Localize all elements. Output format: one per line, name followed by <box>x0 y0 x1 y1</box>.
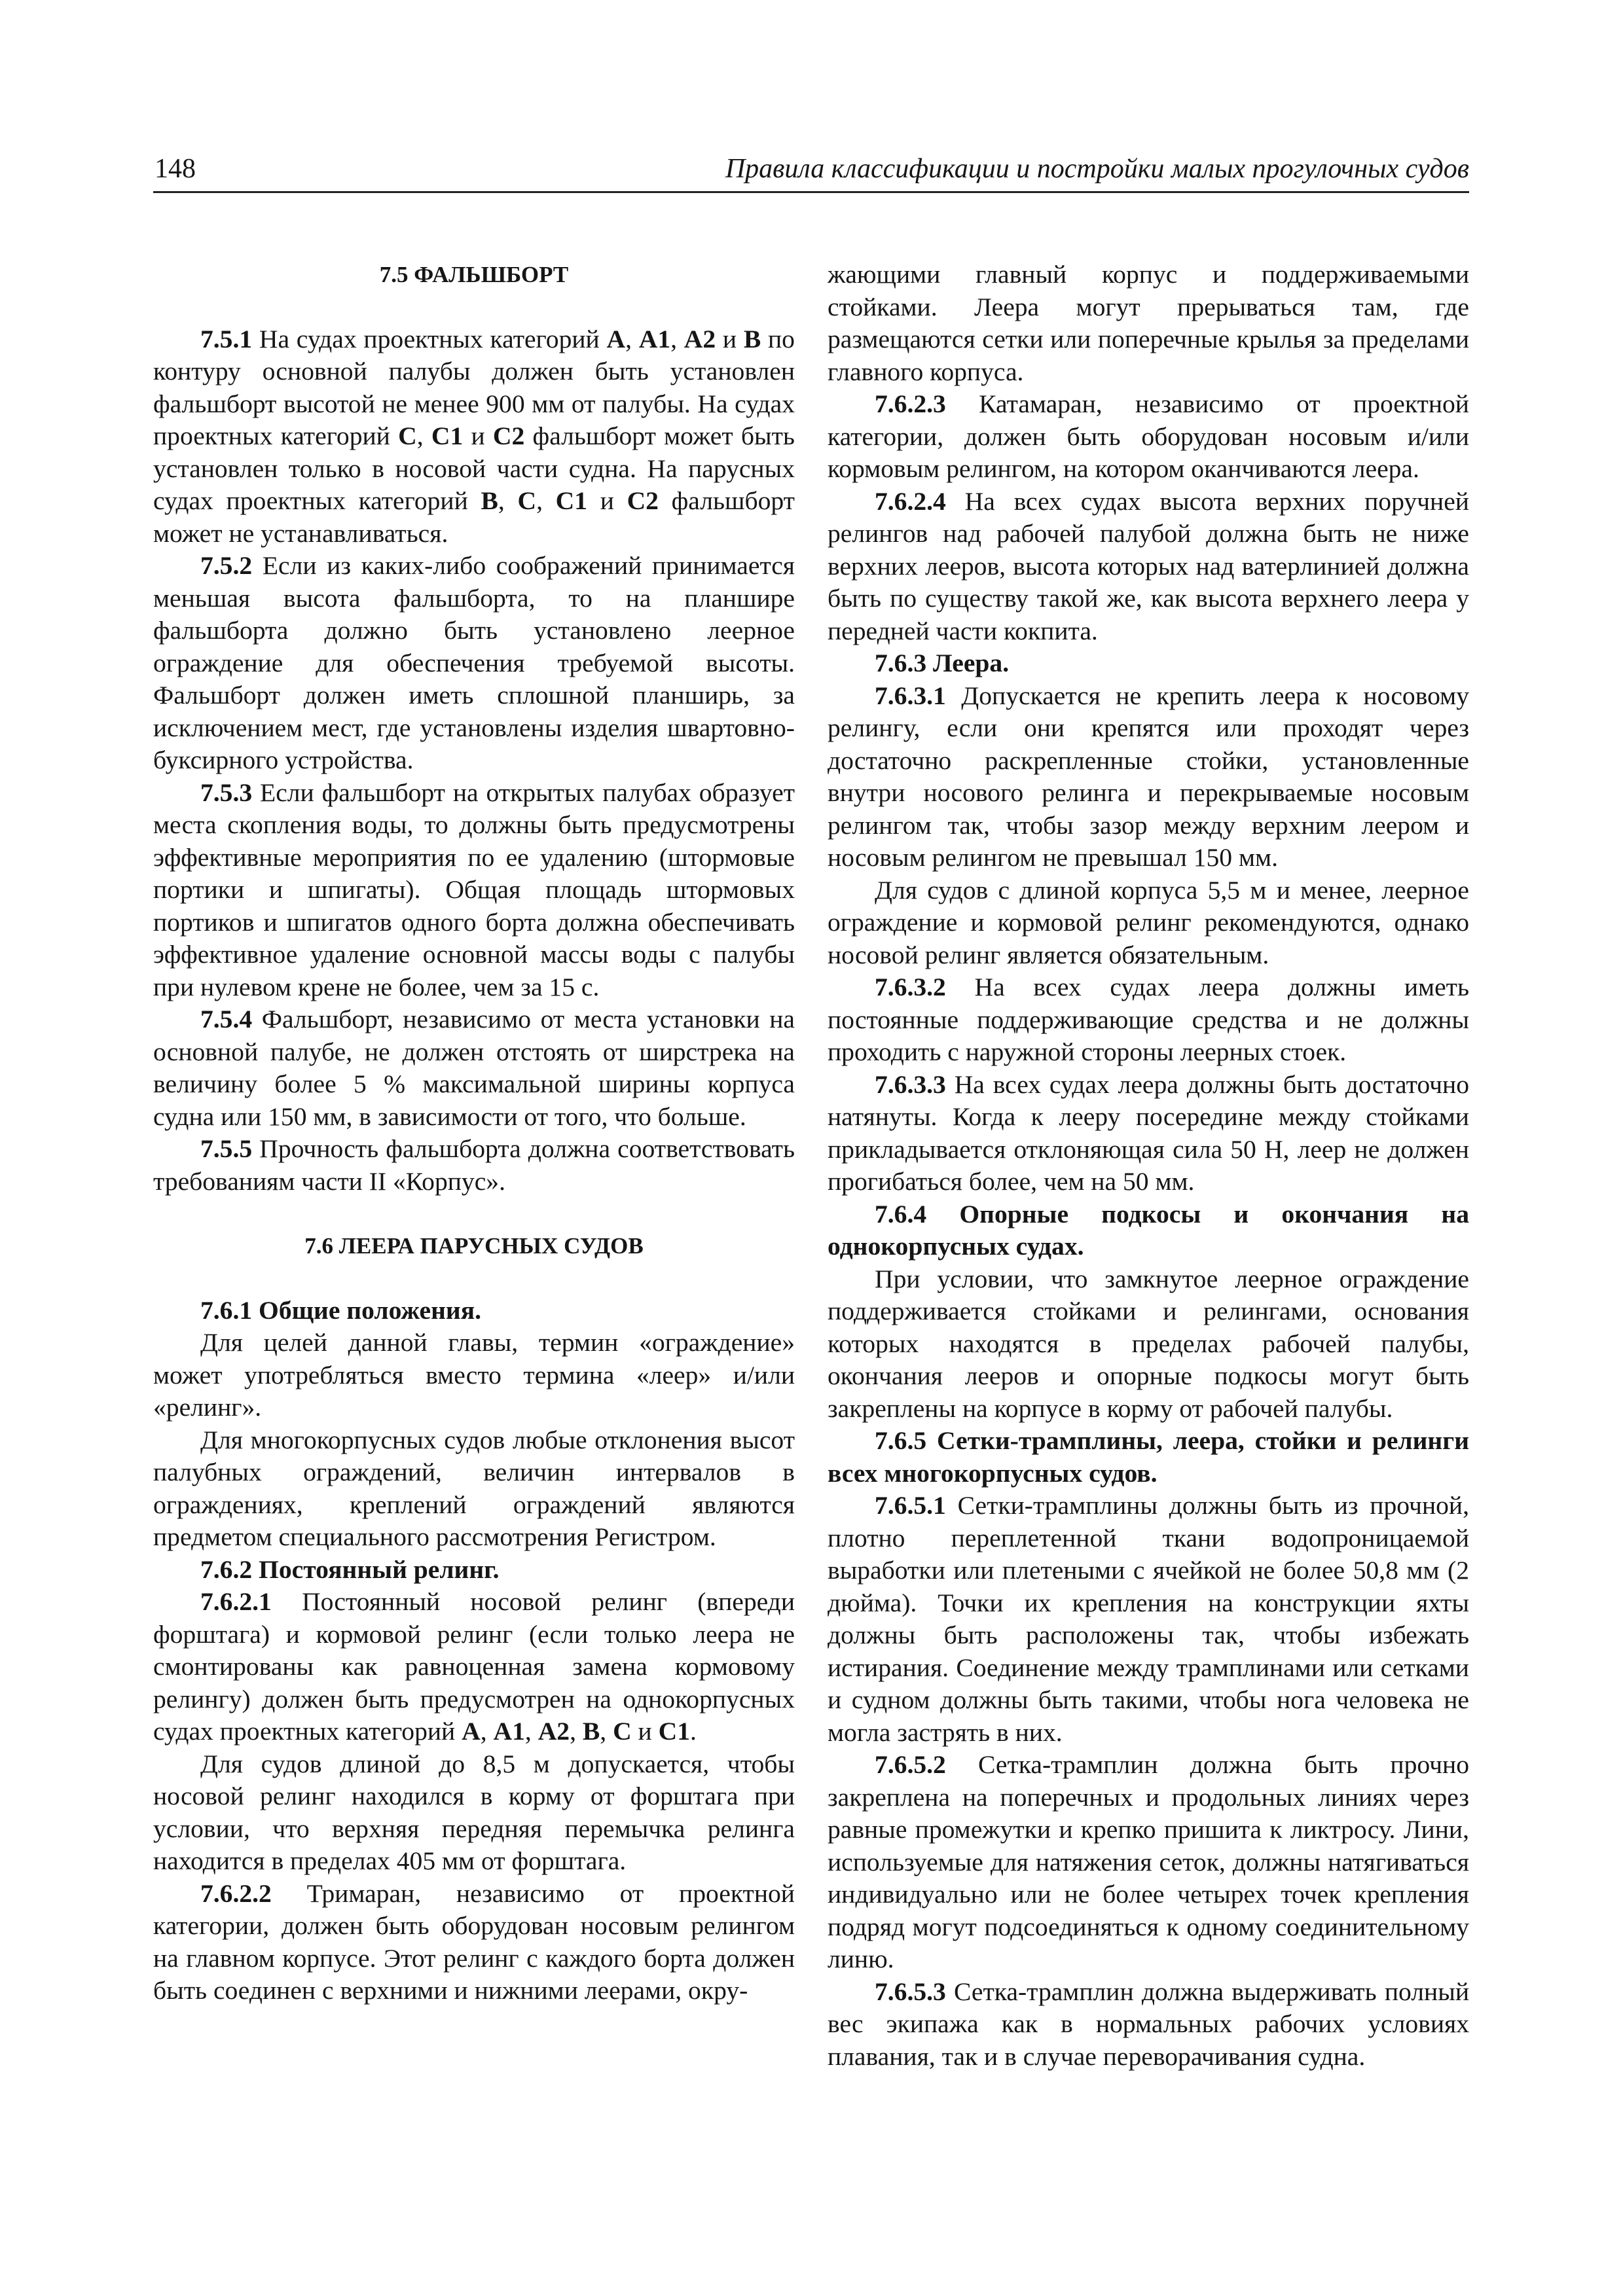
clause-number: 7.5.1 <box>200 324 253 353</box>
clause-number: 7.5.3 <box>200 778 253 807</box>
clause-number: 7.6.3.2 <box>875 973 946 1001</box>
paragraph-7-6-2-1: 7.6.2.1 Постоянный носовой релинг (впереди форштага) и кормовой релинг (если только леера не смонтированы как равноценная замена кормовому релингу) должен быть предусмотрен на однокорпусных судах проектных категорий A, A1, A2, B, C и C1. <box>153 1587 795 1746</box>
paragraph-7-6-2-1-b: Для судов длиной до 8,5 м допускается, чтобы носовой релинг находился в корму от форштага при условии, что верхняя передняя перемычка релинга находится в пределах 405 мм от форштага. <box>153 1749 795 1875</box>
clause-number: 7.6.2.2 <box>200 1878 272 1908</box>
paragraph-7-5-4: 7.5.4 Фальшборт, независимо от места установки на основной палубе, не должен отстоять от ширстрека на величину более 5 % максимальной ширины корпуса судна или 150 мм, в зависимости от того, что больше. <box>153 1005 795 1131</box>
subheading-7-6-5: 7.6.5 Сетки-трамплины, леера, стойки и релинги всех многокорпусных судов. <box>828 1426 1469 1488</box>
clause-number: 7.6.5.2 <box>875 1750 946 1779</box>
paragraph-7-6-3-2: 7.6.3.2 На всех судах леера должны иметь постоянные поддерживающие средства и не должны проходить с наружной стороны леерных стоек. <box>828 973 1469 1066</box>
clause-number: 7.5.5 <box>200 1134 253 1163</box>
paragraph-7-6-3-1-b: Для судов с длиной корпуса 5,5 м и менее, леерное ограждение и кормовой релинг рекомендуются, однако носовой релинг является обязательным. <box>828 875 1469 969</box>
page-header <box>153 151 1469 193</box>
paragraph-7-6-5-3: 7.6.5.3 Сетка-трамплин должна выдерживать полный вес экипажа как в нормальных рабочих условиях плавания, так и в случае переворачивания судна. <box>828 1977 1469 2071</box>
section-title-7-5: 7.5 ФАЛЬШБОРТ <box>379 262 569 287</box>
paragraph-7-6-5-2: 7.6.5.2 Сетка-трамплин должна быть прочно закреплена на поперечных и продольных линиях через равные промежутки и крепко пришита к ликтросу. Лини, используемые для натяжения сеток, должны натягиваться индивидуально или не более четырех точек крепления подряд могут подсоединяться к одному соединительному линю. <box>828 1750 1469 1973</box>
page-number: 148 <box>155 154 196 184</box>
paragraph-7-6-1-a: Для целей данной главы, термин «ограждение» может употребляться вместо термина «леер» и/или «релинг». <box>153 1328 795 1422</box>
clause-number: 7.6.2.1 <box>200 1587 272 1616</box>
subheading-7-6-2: 7.6.2 Постоянный релинг. <box>200 1554 500 1584</box>
paragraph-7-6-5-1: 7.6.5.1 Сетки-трамплины должны быть из прочной, плотно переплетенной ткани водопроницаемой выработки или плетеными с ячейкой не более 50,8 мм (2 дюйма). Точки их крепления на конструкции яхты должны быть расположены так, чтобы избежать истирания. Соединение между трамплинами или сетками и судном должны быть такими, чтобы нога человека не могла застрять в них. <box>828 1491 1469 1747</box>
paragraph-7-5-3: 7.5.3 Если фальшборт на открытых палубах образует места скопления воды, то должны быть предусмотрены эффективные мероприятия по ее удалению (штормовые портики и шпигаты). Общая площадь штормовых портиков и шпигатов одного борта должна обеспечивать эффективное удаление основной массы воды с палубы при нулевом крене не более, чем за 15 с. <box>153 778 795 1001</box>
running-title: Правила классификации и постройки малых прогулочных судов <box>725 154 1469 184</box>
paragraph-7-6-1-b: Для многокорпусных судов любые отклонения высот палубных ограждений, величин интервалов в ограждениях, креплений ограждений являются предметом специального рассмотрения Регистром. <box>153 1425 795 1551</box>
clause-number: 7.6.2.4 <box>875 486 946 516</box>
clause-number: 7.5.4 <box>200 1005 253 1033</box>
subheading-7-6-4: 7.6.4 Опорные подкосы и окончания на однокорпусных судах. <box>828 1199 1469 1261</box>
section-title-7-6: 7.6 ЛЕЕРА ПАРУСНЫХ СУДОВ <box>304 1233 644 1259</box>
clause-number: 7.6.2.3 <box>875 389 946 418</box>
paragraph-7-6-4: При условии, что замкнутое леерное ограждение поддерживается стойками и релингами, основания которых находятся в пределах рабочей палубы, окончания лееров и опорные подкосы могут быть закреплены на корпусе в корму от рабочей палубы. <box>828 1264 1469 1423</box>
paragraph-7-6-2-3: 7.6.2.3 Катамаран, независимо от проектной категории, должен быть оборудован носовым и/или кормовым релингом, на котором оканчиваются леера. <box>828 389 1469 483</box>
paragraph-7-5-5: 7.5.5 Прочность фальшборта должна соответствовать требованиям части II «Корпус». <box>153 1134 795 1196</box>
clause-number: 7.6.5.3 <box>875 1977 946 2006</box>
clause-number: 7.6.3.3 <box>875 1069 946 1099</box>
paragraph-7-6-3-3: 7.6.3.3 На всех судах леера должны быть достаточно натянуты. Когда к лееру посередине между стойками прикладывается отклоняющая сила 50 Н, леер не должен прогибаться более, чем на 50 мм. <box>828 1069 1469 1196</box>
paragraph-7-6-2-2-continued: жающими главный корпус и поддерживаемыми стойками. Леера могут прерываться там, где размещаются сетки или поперечные крылья за пределами главного корпуса. <box>828 260 1469 386</box>
clause-number: 7.6.5.1 <box>875 1491 946 1520</box>
paragraph-7-6-2-4: 7.6.2.4 На всех судах высота верхних поручней релингов над рабочей палубой должна быть не ниже верхних лееров, высота которых над ватерлинией должна быть по существу такой же, как высота верхнего леера у передней части кокпита. <box>828 486 1469 645</box>
clause-number: 7.6.3.1 <box>875 681 946 710</box>
right-column <box>828 259 1469 2073</box>
subheading-7-6-1: 7.6.1 Общие положения. <box>200 1295 482 1325</box>
paragraph-7-5-2: 7.5.2 Если из каких-либо соображений принимается меньшая высота фальшборта, то на планшире фальшборта должно быть установлено леерное ограждение для обеспечения требуемой высоты. Фальшборт должен иметь сплошной планширь, за исключением мест, где установлены изделия швартовно-буксирного устройства. <box>153 551 795 774</box>
left-column <box>153 259 795 2007</box>
paragraph-7-6-2-2: 7.6.2.2 Тримаран, независимо от проектной категории, должен быть оборудован носовым релингом на главном корпусе. Этот релинг с каждого борта должен быть соединен с верхними и нижними леерами, окру- <box>153 1878 795 2005</box>
clause-number: 7.5.2 <box>200 551 253 580</box>
paragraph-7-6-3-1: 7.6.3.1 Допускается не крепить леера к носовому релингу, если они крепятся или проходят через достаточно раскрепленные стойки, установленные внутри носового релинга и перекрываемые носовым релингом так, чтобы зазор между верхним леером и носовым релингом не превышал 150 мм. <box>828 681 1469 872</box>
paragraph-7-5-1: 7.5.1 На судах проектных категорий A, A1, A2 и B по контуру основной палубы должен быть установлен фальшборт высотой не менее 900 мм от палубы. На судах проектных категорий C, C1 и C2 фальшборт может быть установлен только в носовой части судна. На парусных судах проектных категорий B, C, C1 и C2 фальшборт может не устанавливаться. <box>153 324 795 548</box>
subheading-7-6-3: 7.6.3 Леера. <box>875 649 1010 677</box>
